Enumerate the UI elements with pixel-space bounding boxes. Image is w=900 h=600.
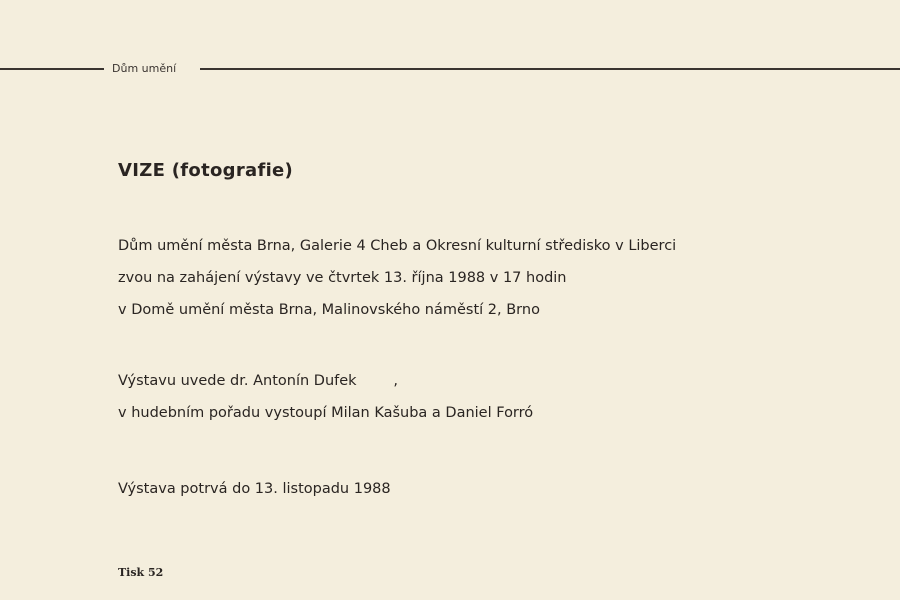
header	[0, 60, 900, 78]
program-line: v hudebním pořadu vystoupí Milan Kašuba a Daniel Forró	[118, 405, 534, 421]
print-note: Tisk 52	[118, 566, 164, 579]
header-rule-right	[200, 68, 900, 70]
header-rule-left	[0, 68, 104, 70]
invitation-line: Dům umění města Brna, Galerie 4 Cheb a Okresní kulturní středisko v Liberci	[118, 238, 677, 254]
program-line: Výstavu uvede dr. Antonín Dufek ,	[118, 373, 399, 389]
page-title: VIZE (fotografie)	[118, 160, 294, 181]
invitation-line: zvou na zahájení výstavy ve čtvrtek 13. října 1988 v 17 hodin	[118, 270, 567, 286]
duration-text: Výstava potrvá do 13. listopadu 1988	[118, 481, 391, 497]
header-label: Dům umění	[112, 62, 177, 75]
invitation-line: v Domě umění města Brna, Malinovského náměstí 2, Brno	[118, 302, 540, 318]
